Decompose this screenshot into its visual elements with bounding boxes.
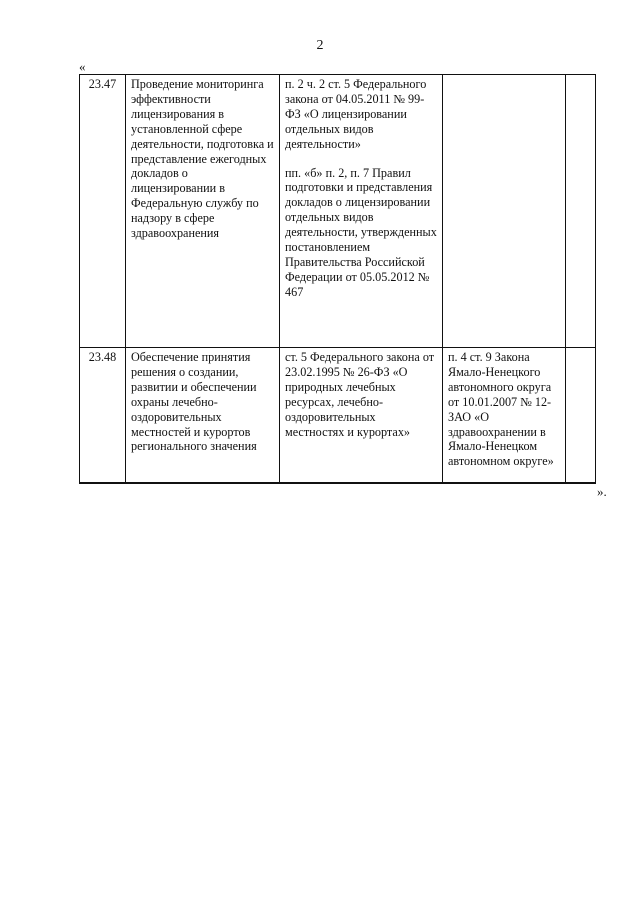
table-row bbox=[80, 348, 596, 484]
extra-cell bbox=[566, 75, 596, 348]
power-description: Обеспечение принятия решения о создании, развитии и обеспечении охраны лечебно-оздоровительных местностей и курортов регионального значения bbox=[126, 348, 280, 484]
regional-legal-basis bbox=[443, 75, 566, 348]
federal-basis-paragraph: п. 2 ч. 2 ст. 5 Федерального закона от 04.05.2011 № 99-ФЗ «О лицензировании отдельных видов деятельности» bbox=[285, 77, 427, 151]
paragraph-gap bbox=[285, 152, 438, 166]
powers-table bbox=[79, 74, 596, 484]
row-number: 23.48 bbox=[80, 348, 126, 484]
federal-basis-paragraph: ст. 5 Федерального закона от 23.02.1995 № 26-ФЗ «О природных лечебных ресурсах, лечебно-оздоровительных местностях и курортах» bbox=[285, 350, 435, 439]
regional-legal-basis: п. 4 ст. 9 Закона Ямало-Ненецкого автономного округа от 10.01.2007 № 12-ЗАО «О здравоохранении в Ямало-Ненецком автономном округе» bbox=[443, 348, 566, 484]
power-description: Проведение мониторинга эффективности лицензирования в установленной сфере деятельности, подготовка и представление ежегодных докладов о лицензировании в Федеральную службу по надзору в сфере здравоохранения bbox=[126, 75, 280, 348]
federal-basis-paragraph: пп. «б» п. 2, п. 7 Правил подготовки и представления докладов о лицензировании отдельных видов деятельности, утвержденных постановлением Правительства Российской Федерации от 05.05.2012 № 467 bbox=[285, 165, 437, 299]
row-number: 23.47 bbox=[80, 75, 126, 348]
closing-quote-mark: ». bbox=[597, 484, 607, 499]
federal-legal-basis bbox=[280, 75, 443, 348]
extra-cell bbox=[566, 348, 596, 484]
table-row bbox=[80, 75, 596, 348]
page-number: 2 bbox=[316, 38, 324, 53]
federal-legal-basis bbox=[280, 348, 443, 484]
opening-quote-mark: « bbox=[79, 59, 86, 74]
